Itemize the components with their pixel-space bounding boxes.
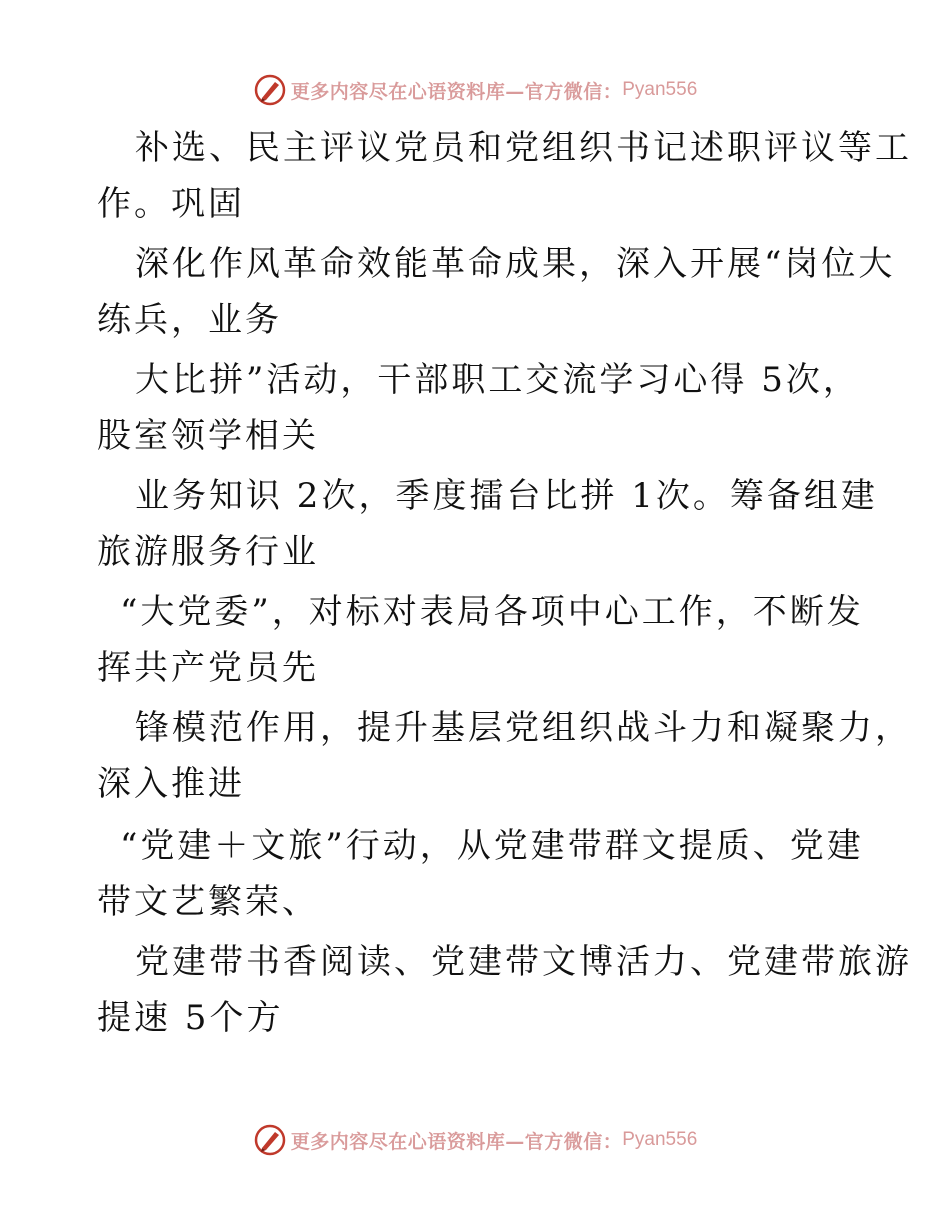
text-line: 锋模范作用，提升基层党组织战斗力和凝聚力， bbox=[135, 708, 912, 748]
text-line: 股室领学相关 bbox=[97, 416, 319, 456]
text-line: 作。巩固 bbox=[97, 184, 245, 224]
text-line: “党建＋文旅”行动，从党建带群文提质、党建 bbox=[120, 826, 864, 866]
text-line: 旅游服务行业 bbox=[97, 532, 319, 572]
text-line: 练兵，业务 bbox=[97, 300, 282, 340]
footer-watermark bbox=[0, 1120, 950, 1160]
text-line: 深化作风革命效能革命成果，深入开展“岗位大 bbox=[135, 244, 896, 284]
text-line: 深入推进 bbox=[97, 764, 245, 804]
header-watermark-text: 更多内容尽在心语资料库—官方微信： bbox=[290, 80, 623, 103]
header-watermark-id: Pyan556 bbox=[622, 79, 698, 100]
footer-watermark-id: Pyan556 bbox=[622, 1129, 698, 1150]
text-line: 挥共产党员先 bbox=[97, 648, 319, 688]
text-line: 补选、民主评议党员和党组织书记述职评议等工 bbox=[135, 128, 912, 168]
text-line: 业务知识 2次，季度擂台比拼 1次。筹备组建 bbox=[135, 476, 878, 516]
text-line: 提速 5个方 bbox=[97, 998, 284, 1038]
text-line: 带文艺繁荣、 bbox=[97, 882, 319, 922]
text-line: “大党委”，对标对表局各项中心工作，不断发 bbox=[120, 592, 864, 632]
text-line: 党建带书香阅读、党建带文博活力、党建带旅游 bbox=[135, 942, 912, 982]
footer-watermark-text: 更多内容尽在心语资料库—官方微信： bbox=[290, 1130, 623, 1153]
pen-logo-icon bbox=[253, 1123, 287, 1157]
text-line: 大比拼”活动，干部职工交流学习心得 5次， bbox=[135, 360, 860, 400]
